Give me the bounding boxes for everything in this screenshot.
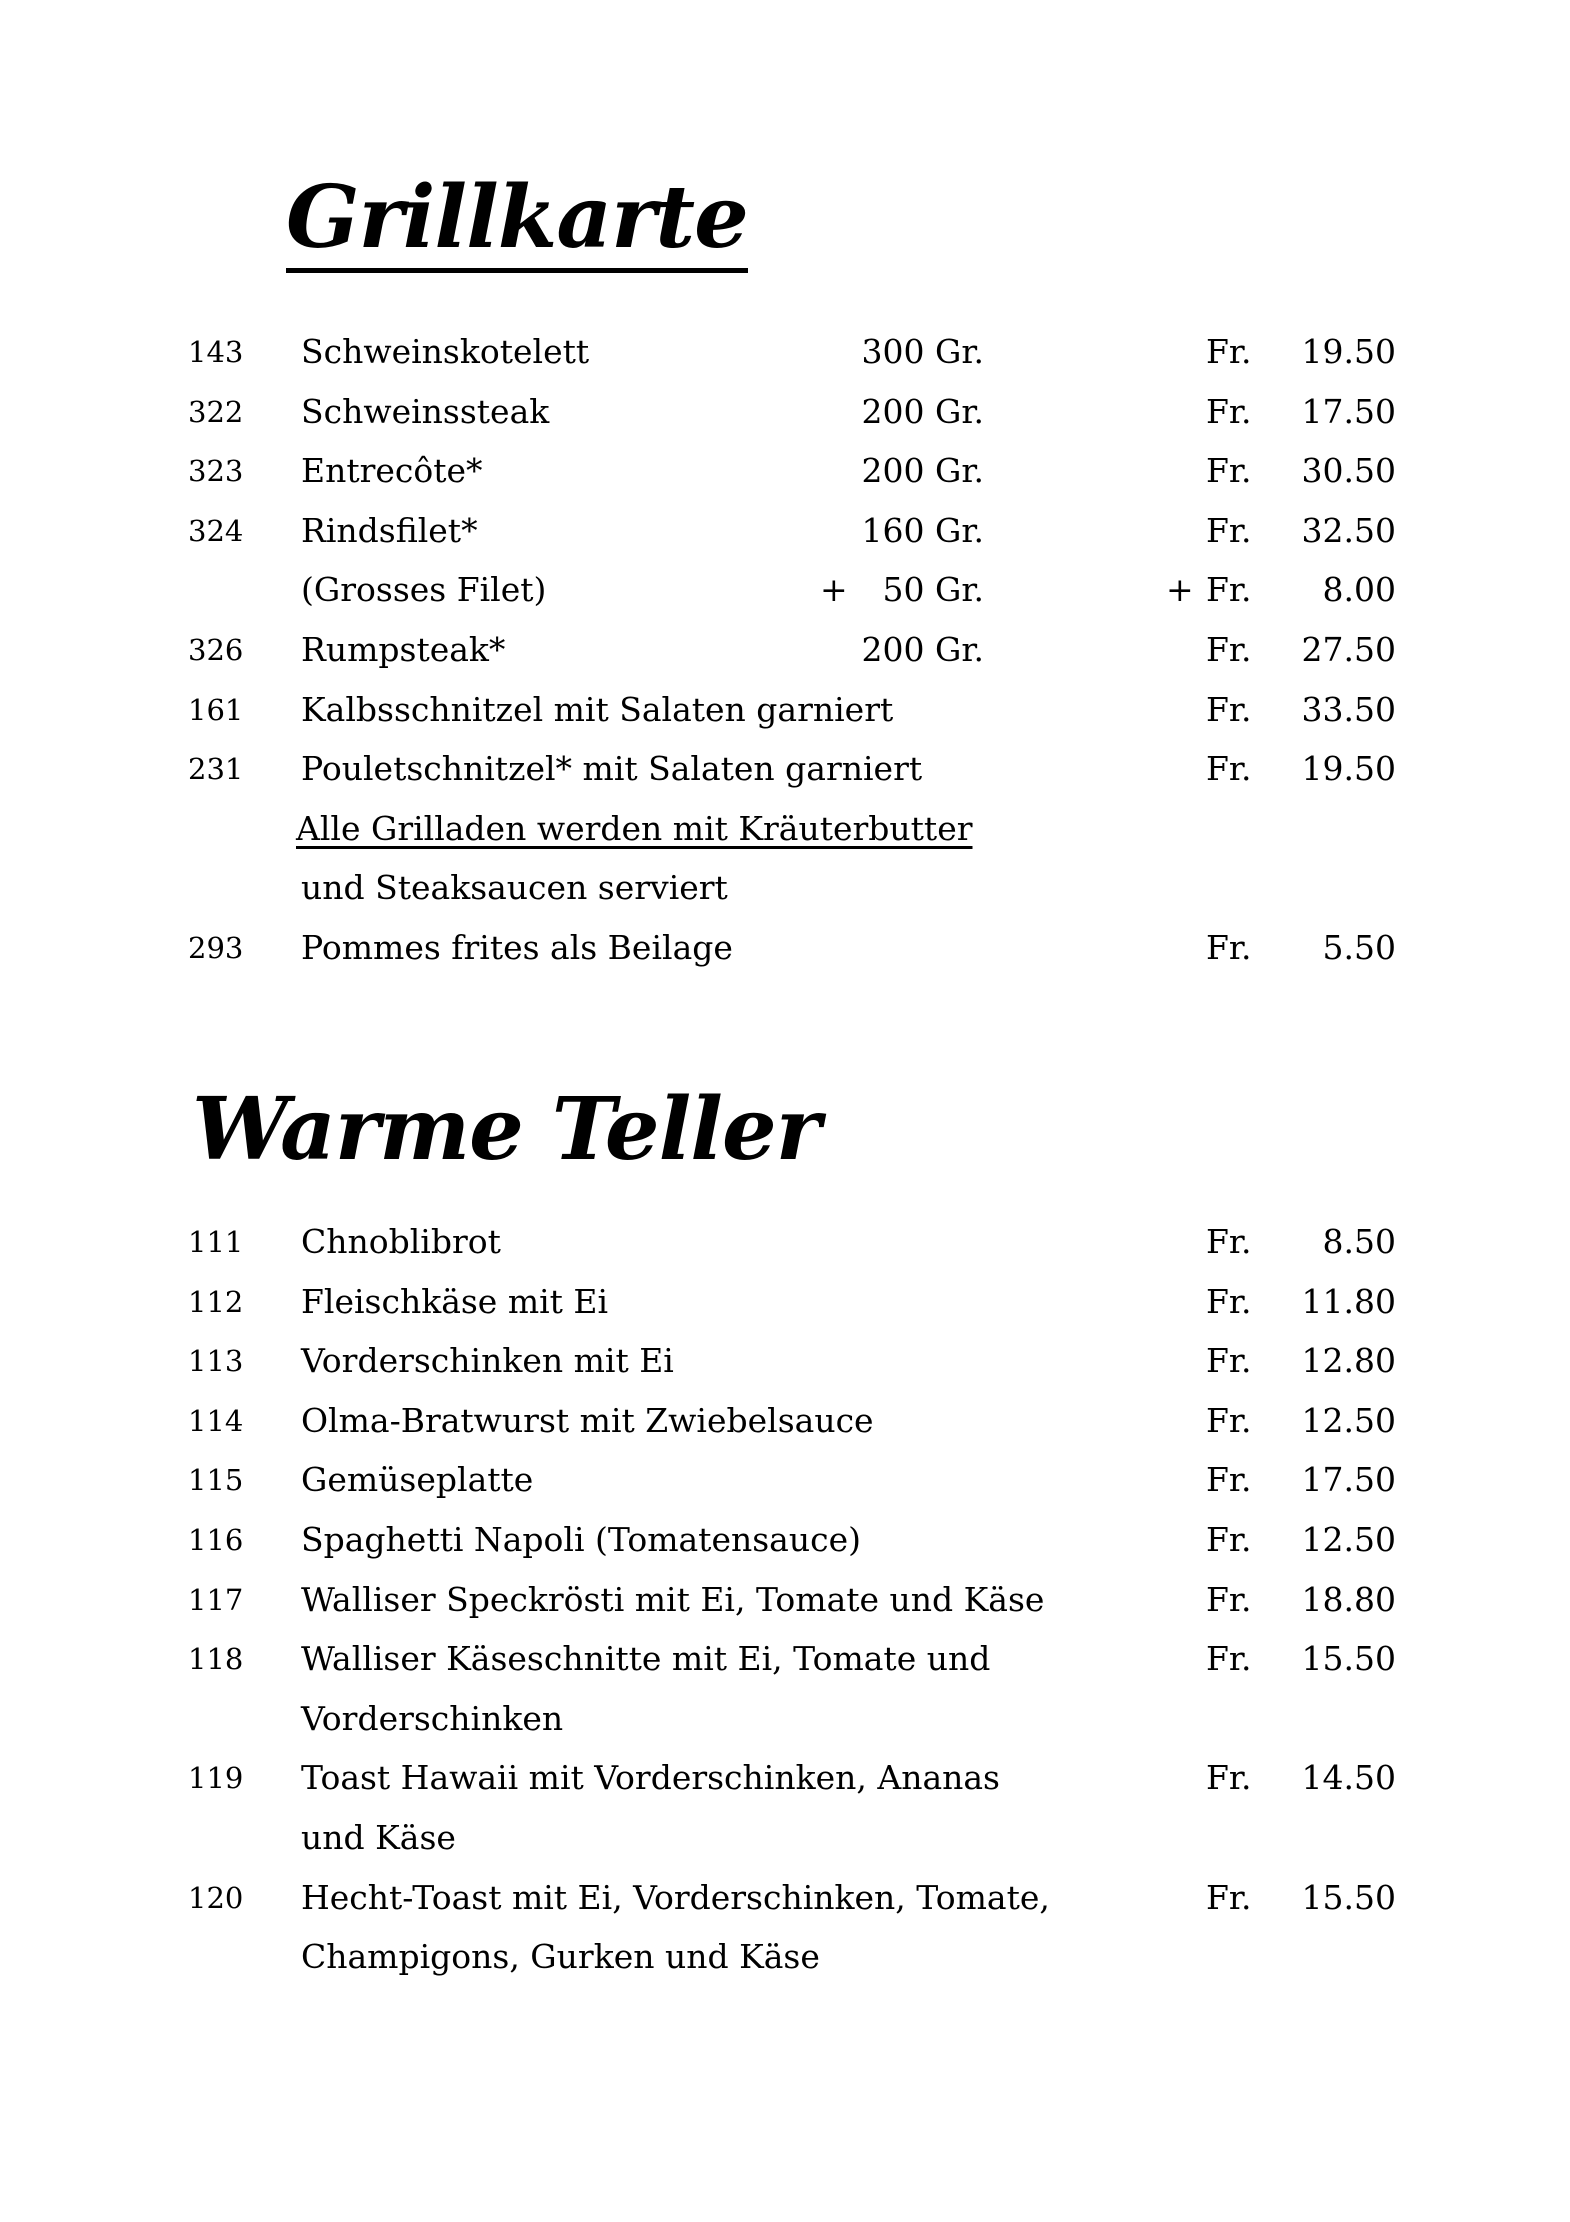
item-weight: 50 Gr.	[882, 570, 984, 610]
item-code: 161	[188, 692, 244, 727]
currency-label: Fr.	[1206, 1341, 1252, 1381]
item-code: 112	[188, 1284, 244, 1319]
item-weight: 200 Gr.	[861, 391, 984, 431]
currency-label: Fr.	[1206, 689, 1252, 729]
menu-note-row	[0, 799, 1570, 859]
item-code: 114	[188, 1403, 244, 1438]
item-code: 117	[188, 1582, 244, 1617]
menu-item-row	[0, 1391, 1570, 1451]
menu-item-row	[0, 918, 1570, 978]
item-name: Vorderschinken	[301, 1698, 564, 1738]
currency-label: Fr.	[1206, 332, 1252, 371]
currency-label: Fr.	[1206, 1579, 1252, 1619]
item-name: Walliser Käseschnitte mit Ei, Tomate und	[301, 1639, 991, 1679]
item-price: 15.50	[1301, 1877, 1396, 1917]
item-code: 111	[188, 1225, 244, 1259]
item-price: 12.80	[1301, 1341, 1396, 1381]
item-code: 231	[188, 752, 244, 787]
item-price: 12.50	[1301, 1520, 1396, 1559]
item-code: 120	[188, 1880, 244, 1915]
currency-label: Fr.	[1206, 391, 1252, 431]
item-price: 33.50	[1301, 689, 1396, 729]
item-code: 324	[188, 513, 244, 548]
item-price: 32.50	[1301, 510, 1396, 550]
menu-item-row	[0, 620, 1570, 680]
item-code: 326	[188, 633, 244, 667]
item-code: 119	[188, 1761, 244, 1796]
item-name: und Steaksaucen serviert	[301, 868, 728, 908]
item-name: Alle Grilladen werden mit Kräuterbutter	[296, 808, 973, 848]
item-weight: 200 Gr.	[861, 630, 984, 669]
item-code: 115	[188, 1463, 244, 1498]
menu-item-row	[0, 1450, 1570, 1510]
item-name: Olma-Bratwurst mit Zwiebelsauce	[301, 1400, 874, 1440]
menu-item-row	[0, 680, 1570, 740]
item-price: 19.50	[1301, 749, 1396, 789]
currency-label: Fr.	[1206, 1520, 1252, 1559]
item-name: Kalbsschnitzel mit Salaten garniert	[301, 689, 894, 729]
weight-plus-sign: +	[820, 570, 848, 610]
menu-item-row	[0, 1629, 1570, 1689]
item-code: 143	[188, 335, 244, 369]
menu-item-row	[0, 1868, 1570, 1928]
item-name: Pouletschnitzel* mit Salaten garniert	[301, 749, 923, 789]
menu-item-row	[0, 1272, 1570, 1332]
item-name: Hecht-Toast mit Ei, Vorderschinken, Tomate,	[301, 1877, 1050, 1917]
item-name: Spaghetti Napoli (Tomatensauce)	[301, 1520, 861, 1559]
item-price: 19.50	[1301, 332, 1396, 371]
item-name: Champigons, Gurken und Käse	[301, 1937, 820, 1977]
menu-note-row	[0, 1927, 1570, 1987]
menu-item-row	[0, 1212, 1570, 1272]
item-code: 323	[188, 454, 244, 489]
item-code: 118	[188, 1642, 244, 1677]
menu-item-row	[0, 441, 1570, 501]
item-price: 17.50	[1301, 391, 1396, 431]
currency-label: Fr.	[1206, 1281, 1252, 1321]
currency-label: Fr.	[1206, 1400, 1252, 1440]
item-price: 17.50	[1301, 1460, 1396, 1500]
currency-label: Fr.	[1206, 928, 1252, 967]
item-name: Fleischkäse mit Ei	[301, 1281, 609, 1321]
item-code: 113	[188, 1344, 244, 1379]
item-price: 8.50	[1322, 1222, 1396, 1261]
item-code: 116	[188, 1523, 244, 1557]
item-name: Rindsfilet*	[301, 510, 478, 550]
item-name: (Grosses Filet)	[301, 570, 547, 610]
menu-note-row	[0, 1808, 1570, 1868]
item-price: 30.50	[1301, 451, 1396, 491]
item-name: Vorderschinken mit Ei	[301, 1341, 674, 1381]
menu-note-row	[0, 858, 1570, 918]
currency-label: Fr.	[1206, 749, 1252, 789]
item-name: und Käse	[301, 1818, 456, 1857]
menu-note-row	[0, 560, 1570, 620]
currency-label: Fr.	[1206, 1758, 1252, 1798]
item-name: Entrecôte*	[301, 451, 483, 491]
price-plus-sign: +	[1166, 570, 1194, 610]
item-name: Toast Hawaii mit Vorderschinken, Ananas	[301, 1758, 1000, 1798]
item-name: Chnoblibrot	[301, 1222, 501, 1261]
currency-label: Fr.	[1206, 451, 1252, 491]
section-title-warme-teller: Warme Teller	[192, 1079, 821, 1180]
item-price: 8.00	[1322, 570, 1396, 610]
item-weight: 160 Gr.	[861, 510, 984, 550]
currency-label: Fr.	[1206, 1222, 1252, 1261]
menu-item-row	[0, 1510, 1570, 1570]
item-code: 322	[188, 394, 244, 429]
item-price: 27.50	[1301, 630, 1396, 669]
item-price: 11.80	[1301, 1281, 1396, 1321]
currency-label: Fr.	[1206, 570, 1252, 610]
menu-item-row	[0, 501, 1570, 561]
item-name: Pommes frites als Beilage	[301, 928, 733, 967]
item-price: 5.50	[1322, 928, 1396, 967]
item-weight: 200 Gr.	[861, 451, 984, 491]
item-code: 293	[188, 931, 244, 965]
item-name: Gemüseplatte	[301, 1460, 534, 1500]
currency-label: Fr.	[1206, 1639, 1252, 1679]
menu-item-row	[0, 322, 1570, 382]
item-name: Schweinskotelett	[301, 332, 590, 371]
menu-item-row	[0, 382, 1570, 442]
item-price: 18.80	[1301, 1579, 1396, 1619]
menu-item-row	[0, 1331, 1570, 1391]
currency-label: Fr.	[1206, 1877, 1252, 1917]
menu-item-row	[0, 1570, 1570, 1630]
menu-item-row	[0, 739, 1570, 799]
menu-item-row	[0, 1748, 1570, 1808]
item-name: Schweinssteak	[301, 391, 550, 431]
currency-label: Fr.	[1206, 630, 1252, 669]
item-price: 12.50	[1301, 1400, 1396, 1440]
item-price: 14.50	[1301, 1758, 1396, 1798]
currency-label: Fr.	[1206, 510, 1252, 550]
currency-label: Fr.	[1206, 1460, 1252, 1500]
item-name: Rumpsteak*	[301, 630, 506, 669]
item-price: 15.50	[1301, 1639, 1396, 1679]
section-title-grillkarte: Grillkarte	[286, 168, 748, 273]
item-weight: 300 Gr.	[861, 332, 984, 371]
menu-note-row	[0, 1689, 1570, 1749]
item-name: Walliser Speckrösti mit Ei, Tomate und Käse	[301, 1579, 1045, 1619]
